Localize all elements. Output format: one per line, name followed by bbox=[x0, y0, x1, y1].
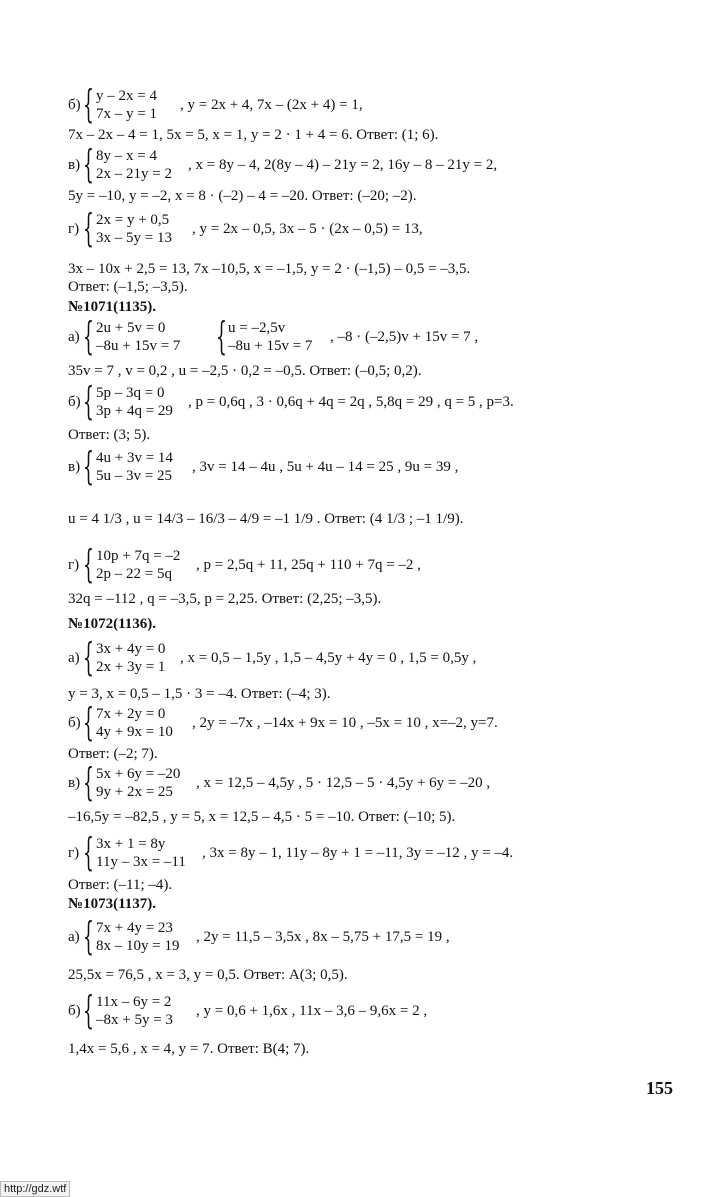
brace-1072-g: { bbox=[83, 830, 94, 874]
eq2-1071-b: 3p + 4q = 29 bbox=[96, 403, 173, 419]
line-1070-v-2: 5y = –10, y = –2, x = 8 · (–2) – 4 = –20. Ответ: (–20; –2). bbox=[68, 188, 417, 204]
eq1-1071-v: 4u + 3v = 14 bbox=[96, 450, 173, 466]
eq1-1071-a: 2u + 5v = 0 bbox=[96, 320, 166, 336]
answer-1072-g: Ответ: (–11; –4). bbox=[68, 877, 173, 893]
label-1071-a: а) bbox=[68, 329, 80, 345]
eq2-1071-a: –8u + 15v = 7 bbox=[96, 338, 181, 354]
eq2-1072-a: 2x + 3y = 1 bbox=[96, 659, 166, 675]
label-1071-v: в) bbox=[68, 459, 81, 475]
label-1070-b: б) bbox=[68, 97, 81, 113]
work-1070-g: , y = 2x – 0,5, 3x – 5 · (2x – 0,5) = 13, bbox=[192, 221, 423, 237]
brace-1071-a2: { bbox=[216, 314, 227, 358]
label-1073-a: а) bbox=[68, 929, 80, 945]
eq1-1072-a: 3x + 4y = 0 bbox=[96, 641, 166, 657]
work-1071-g: , p = 2,5q + 11, 25q + 110 + 7q = –2 , bbox=[196, 557, 421, 573]
eq1-1070-b: y – 2x = 4 bbox=[96, 88, 157, 104]
work-1072-b: , 2y = –7x , –14x + 9x = 10 , –5x = 10 , x=–2, y=7. bbox=[192, 715, 498, 731]
heading-1072: №1072(1136). bbox=[68, 616, 156, 632]
eq2-1073-a: 8x – 10y = 19 bbox=[96, 938, 180, 954]
work-1071-a: , –8 · (–2,5)v + 15v = 7 , bbox=[330, 329, 479, 345]
line-1072-a-2: y = 3, x = 0,5 – 1,5 · 3 = –4. Ответ: (–4; 3). bbox=[68, 686, 331, 702]
line-1070-g-2: 3x – 10x + 2,5 = 13, 7x –10,5, x = –1,5, y = 2 · (–1,5) – 0,5 = –3,5. bbox=[68, 261, 471, 277]
brace-1070-v: { bbox=[83, 142, 94, 186]
work-1072-g: , 3x = 8y – 1, 11y – 8y + 1 = –11, 3y = –12 , y = –4. bbox=[202, 845, 514, 861]
work-1072-v: , x = 12,5 – 4,5y , 5 · 12,5 – 5 · 4,5y + 6y = –20 , bbox=[196, 775, 491, 791]
eq1-1071-b: 5p – 3q = 0 bbox=[96, 385, 165, 401]
eq4-1071-a: –8u + 15v = 7 bbox=[228, 338, 313, 354]
label-1073-b: б) bbox=[68, 1003, 81, 1019]
eq1-1070-v: 8y – x = 4 bbox=[96, 148, 157, 164]
work-1070-v: , x = 8y – 4, 2(8y – 4) – 21y = 2, 16y – 8 – 21y = 2, bbox=[188, 157, 498, 173]
brace-1071-g: { bbox=[83, 542, 94, 586]
eq2-1070-v: 2x – 21y = 2 bbox=[96, 166, 172, 182]
eq2-1070-b: 7x – y = 1 bbox=[96, 106, 157, 122]
brace-1071-a: { bbox=[83, 314, 94, 358]
line-1071-a-2: 35v = 7 , v = 0,2 , u = –2,5 · 0,2 = –0,5. Ответ: (–0,5; 0,2). bbox=[68, 363, 422, 379]
work-1073-b: , y = 0,6 + 1,6x , 11x – 3,6 – 9,6x = 2 , bbox=[196, 1003, 428, 1019]
work-1073-a: , 2y = 11,5 – 3,5x , 8x – 5,75 + 17,5 = 19 , bbox=[196, 929, 450, 945]
line-1073-b-2: 1,4x = 5,6 , x = 4, y = 7. Ответ: B(4; 7). bbox=[68, 1041, 310, 1057]
brace-1071-b: { bbox=[83, 379, 94, 423]
watermark-link[interactable]: http://gdz.wtf bbox=[0, 1181, 70, 1197]
eq2-1071-g: 2p – 22 = 5q bbox=[96, 566, 172, 582]
brace-1070-g: { bbox=[83, 206, 94, 250]
eq1-1073-b: 11x – 6y = 2 bbox=[96, 994, 172, 1010]
eq2-1072-v: 9y + 2x = 25 bbox=[96, 784, 173, 800]
heading-1073: №1073(1137). bbox=[68, 896, 156, 912]
line-1070-b-2: 7x – 2x – 4 = 1, 5x = 5, x = 1, y = 2 · 1 + 4 = 6. Ответ: (1; 6). bbox=[68, 127, 439, 143]
eq1-1072-g: 3x + 1 = 8y bbox=[96, 836, 166, 852]
brace-1073-b: { bbox=[83, 988, 94, 1032]
answer-1072-b: Ответ: (–2; 7). bbox=[68, 746, 158, 762]
work-1070-b: , y = 2x + 4, 7x – (2x + 4) = 1, bbox=[180, 97, 363, 113]
work-1072-a: , x = 0,5 – 1,5y , 1,5 – 4,5y + 4y = 0 , 1,5 = 0,5y , bbox=[180, 650, 477, 666]
label-1072-g: г) bbox=[68, 845, 80, 861]
eq1-1071-g: 10p + 7q = –2 bbox=[96, 548, 181, 564]
label-1071-g: г) bbox=[68, 557, 80, 573]
eq1-1072-v: 5x + 6y = –20 bbox=[96, 766, 181, 782]
answer-1070-g: Ответ: (–1,5; –3,5). bbox=[68, 279, 188, 295]
line-1071-v-2: u = 4 1/3 , u = 14/3 – 16/3 – 4/9 = –1 1/9 . Ответ: (4 1/3 ; –1 1/9). bbox=[68, 511, 464, 527]
work-1071-v: , 3v = 14 – 4u , 5u + 4u – 14 = 25 , 9u = 39 , bbox=[192, 459, 459, 475]
brace-1072-a: { bbox=[83, 635, 94, 679]
eq2-1072-g: 11y – 3x = –11 bbox=[96, 854, 186, 870]
label-1072-a: а) bbox=[68, 650, 80, 666]
answer-1071-b: Ответ: (3; 5). bbox=[68, 427, 151, 443]
eq2-1073-b: –8x + 5y = 3 bbox=[96, 1012, 173, 1028]
eq3-1071-a: u = –2,5v bbox=[228, 320, 286, 336]
page-number: 155 bbox=[646, 1078, 673, 1098]
line-1071-g-2: 32q = –112 , q = –3,5, p = 2,25. Ответ: (2,25; –3,5). bbox=[68, 591, 382, 607]
brace-1071-v: { bbox=[83, 444, 94, 488]
label-1070-g: г) bbox=[68, 221, 80, 237]
label-1071-b: б) bbox=[68, 394, 81, 410]
eq2-1070-g: 3x – 5y = 13 bbox=[96, 230, 172, 246]
label-1072-v: в) bbox=[68, 775, 81, 791]
eq1-1072-b: 7x + 2y = 0 bbox=[96, 706, 166, 722]
brace-1070-b: { bbox=[83, 82, 94, 126]
brace-1073-a: { bbox=[83, 914, 94, 958]
line-1072-v-2: –16,5y = –82,5 , y = 5, x = 12,5 – 4,5 · 5 = –10. Ответ: (–10; 5). bbox=[68, 809, 456, 825]
heading-1071: №1071(1135). bbox=[68, 299, 156, 315]
eq2-1072-b: 4y + 9x = 10 bbox=[96, 724, 173, 740]
eq2-1071-v: 5u – 3v = 25 bbox=[96, 468, 172, 484]
label-1072-b: б) bbox=[68, 715, 81, 731]
eq1-1070-g: 2x = y + 0,5 bbox=[96, 212, 170, 228]
brace-1072-b: { bbox=[83, 700, 94, 744]
label-1070-v: в) bbox=[68, 157, 81, 173]
line-1073-a-2: 25,5x = 76,5 , x = 3, y = 0,5. Ответ: A(3; 0,5). bbox=[68, 967, 348, 983]
brace-1072-v: { bbox=[83, 760, 94, 804]
work-1071-b: , p = 0,6q , 3 · 0,6q + 4q = 2q , 5,8q = 29 , q = 5 , p=3. bbox=[188, 394, 514, 410]
eq1-1073-a: 7x + 4y = 23 bbox=[96, 920, 173, 936]
